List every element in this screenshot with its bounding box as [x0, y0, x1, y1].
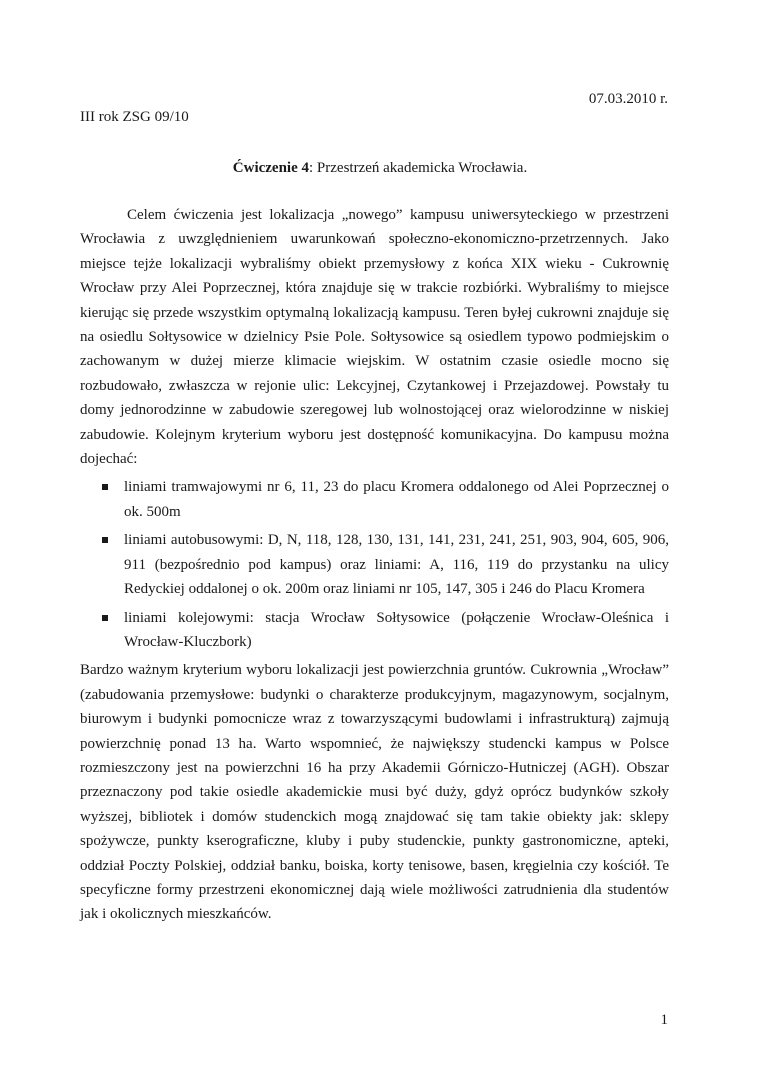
exercise-number: Ćwiczenie 4 — [232, 160, 310, 176]
list-item-text: liniami autobusowymi: D, N, 118, 128, 130, 131, 141, 231, 241, 251, 903, 904, 605, 906, 911 (bezpośrednio pod kampus) oraz liniami: A, 116, 119 do przystanku na ulicy Redyckiej oddalonej o ok. 200m oraz liniami nr 105, 147, 305 i 246 do Placu Kromera — [124, 532, 669, 598]
bullet-square-icon — [102, 484, 108, 490]
exercise-title: : Przestrzeń akademicka Wrocławia. — [309, 160, 528, 176]
course-label: III rok ZSG 09/10 — [80, 109, 189, 125]
list-item-text: liniami kolejowymi: stacja Wrocław Sołtysowice (połączenie Wrocław-Oleśnica i Wrocław-Kluczbork) — [124, 609, 669, 650]
document-body — [80, 203, 669, 927]
list-item — [124, 528, 669, 601]
document-title — [0, 160, 760, 177]
page-number: 1 — [660, 1012, 668, 1028]
bullet-square-icon — [102, 537, 108, 543]
document-date: 07.03.2010 r. — [588, 91, 668, 107]
second-paragraph: Bardzo ważnym kryterium wyboru lokalizacji jest powierzchnia gruntów. Cukrownia „Wrocław” (zabudowania przemysłowe: budynki o charakterze produkcyjnym, magazynowym, socjalnym, biurowym i budynki pomocnicze wraz z towarzyszącymi budowlami i infrastrukturą) zajmują powierzchnię ponad 13 ha. Warto wspomnieć, że największy studencki kampus w Polsce rozmieszczony jest na powierzchni 16 ha przy Akademii Górniczo-Hutniczej (AGH). Obszar przeznaczony pod takie osiedle akademickie musi być duży, gdyż oprócz budynków szkoły wyższej, bibliotek i domów studenckich mogą znajdować się tam takie obiekty jak: sklepy spożywcze, punkty kserograficzne, kluby i puby studenckie, punkty gastronomiczne, apteki, oddział Poczty Polskiej, oddział banku, boiska, korty tenisowe, basen, kręgielnia czy kościół. Te specyficzne formy przestrzeni ekonomicznej dają wiele możliwości zatrudnienia dla studentów jak i okolicznych mieszkańców. — [80, 662, 669, 923]
intro-paragraph: Celem ćwiczenia jest lokalizacja „nowego” kampusu uniwersyteckiego w przestrzeni Wrocławia z uwzględnieniem uwarunkowań społeczno-ekonomiczno-przetrzennych. Jako miejsce tejże lokalizacji wybraliśmy obiekt przemysłowy z końca XIX wieku - Cukrownię Wrocław przy Alei Poprzecznej, która znajduje się w trakcie rozbiórki. Wybraliśmy to miejsce kierując się przede wszystkim optymalną lokalizacją kampusu. Teren byłej cukrowni znajduje się na osiedlu Sołtysowice w dzielnicy Psie Pole. Sołtysowice są osiedlem typowo podmiejskim o zachowanym w dużej mierze klimacie wiejskim. W ostatnim czasie osiedle mocno się rozbudowało, zwłaszcza w rejonie ulic: Lekcyjnej, Czytankowej i Przejazdowej. Powstały tu domy jednorodzinne w zabudowie szeregowej lub wolnostojącej oraz wielorodzinne w niskiej zabudowie. Kolejnym kryterium wyboru jest dostępność komunikacyjna. Do kampusu można dojechać: — [80, 207, 669, 468]
list-item-text: liniami tramwajowymi nr 6, 11, 23 do placu Kromera oddalonego od Alei Poprzecznej o ok. 500m — [124, 479, 669, 520]
transport-list — [80, 475, 669, 654]
list-item — [124, 606, 669, 655]
list-item — [124, 475, 669, 524]
bullet-square-icon — [102, 615, 108, 621]
